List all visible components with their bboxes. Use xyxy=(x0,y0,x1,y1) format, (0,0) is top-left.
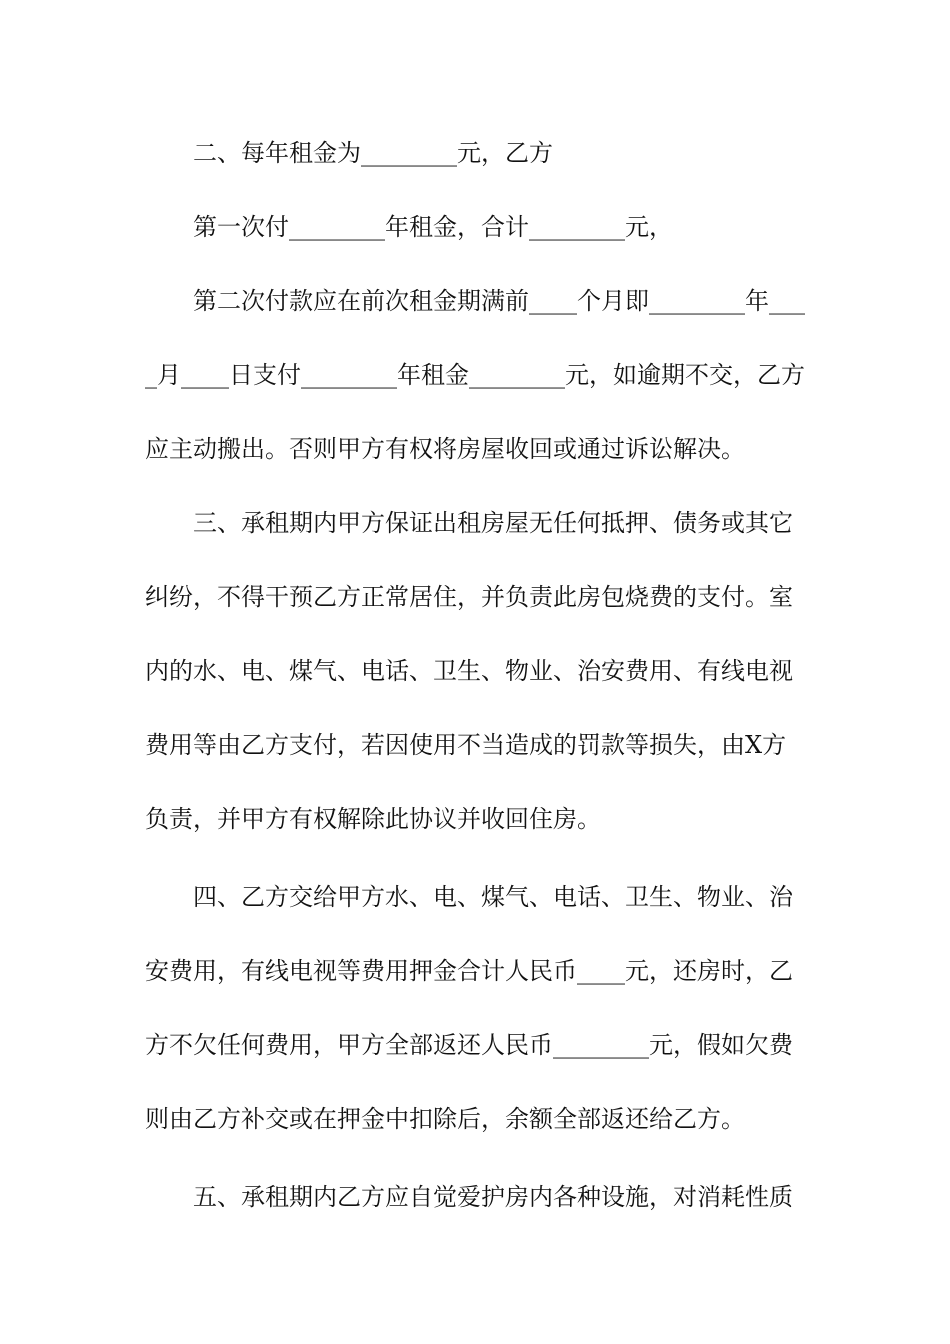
clause-4-line-4: 则由乙方补交或在押金中扣除后，余额全部返还给乙方。 xyxy=(145,1105,745,1133)
clause-2-line-4: _月____日支付________年租金________元，如逾期不交，乙方 xyxy=(145,361,805,389)
clause-3-line-5: 负责，并甲方有权解除此协议并收回住房。 xyxy=(145,805,601,833)
clause-4-line-2: 安费用，有线电视等费用押金合计人民币____元，还房时，乙 xyxy=(145,957,793,985)
clause-3-line-2: 纠纷，不得干预乙方正常居住，并负责此房包烧费的支付。室 xyxy=(145,583,793,611)
clause-2-line-3: 第二次付款应在前次租金期满前____个月即________年___ xyxy=(193,287,805,315)
clause-4-line-1: 四、乙方交给甲方水、电、煤气、电话、卫生、物业、治 xyxy=(193,883,793,911)
clause-2-line-2: 第一次付________年租金，合计________元， xyxy=(193,213,673,241)
clause-3-line-1: 三、承租期内甲方保证出租房屋无任何抵押、债务或其它 xyxy=(193,509,793,537)
clause-2-line-5: 应主动搬出。否则甲方有权将房屋收回或通过诉讼解决。 xyxy=(145,435,745,463)
clause-2-line-1: 二、每年租金为________元，乙方 xyxy=(193,139,553,167)
clause-4-line-3: 方不欠任何费用，甲方全部返还人民币________元，假如欠费 xyxy=(145,1031,793,1059)
clause-3-line-4: 费用等由乙方支付，若因使用不当造成的罚款等损失，由X方 xyxy=(145,731,787,759)
clause-5-line-1: 五、承租期内乙方应自觉爱护房内各种设施，对消耗性质 xyxy=(193,1183,793,1211)
clause-3-line-3: 内的水、电、煤气、电话、卫生、物业、治安费用、有线电视 xyxy=(145,657,793,685)
